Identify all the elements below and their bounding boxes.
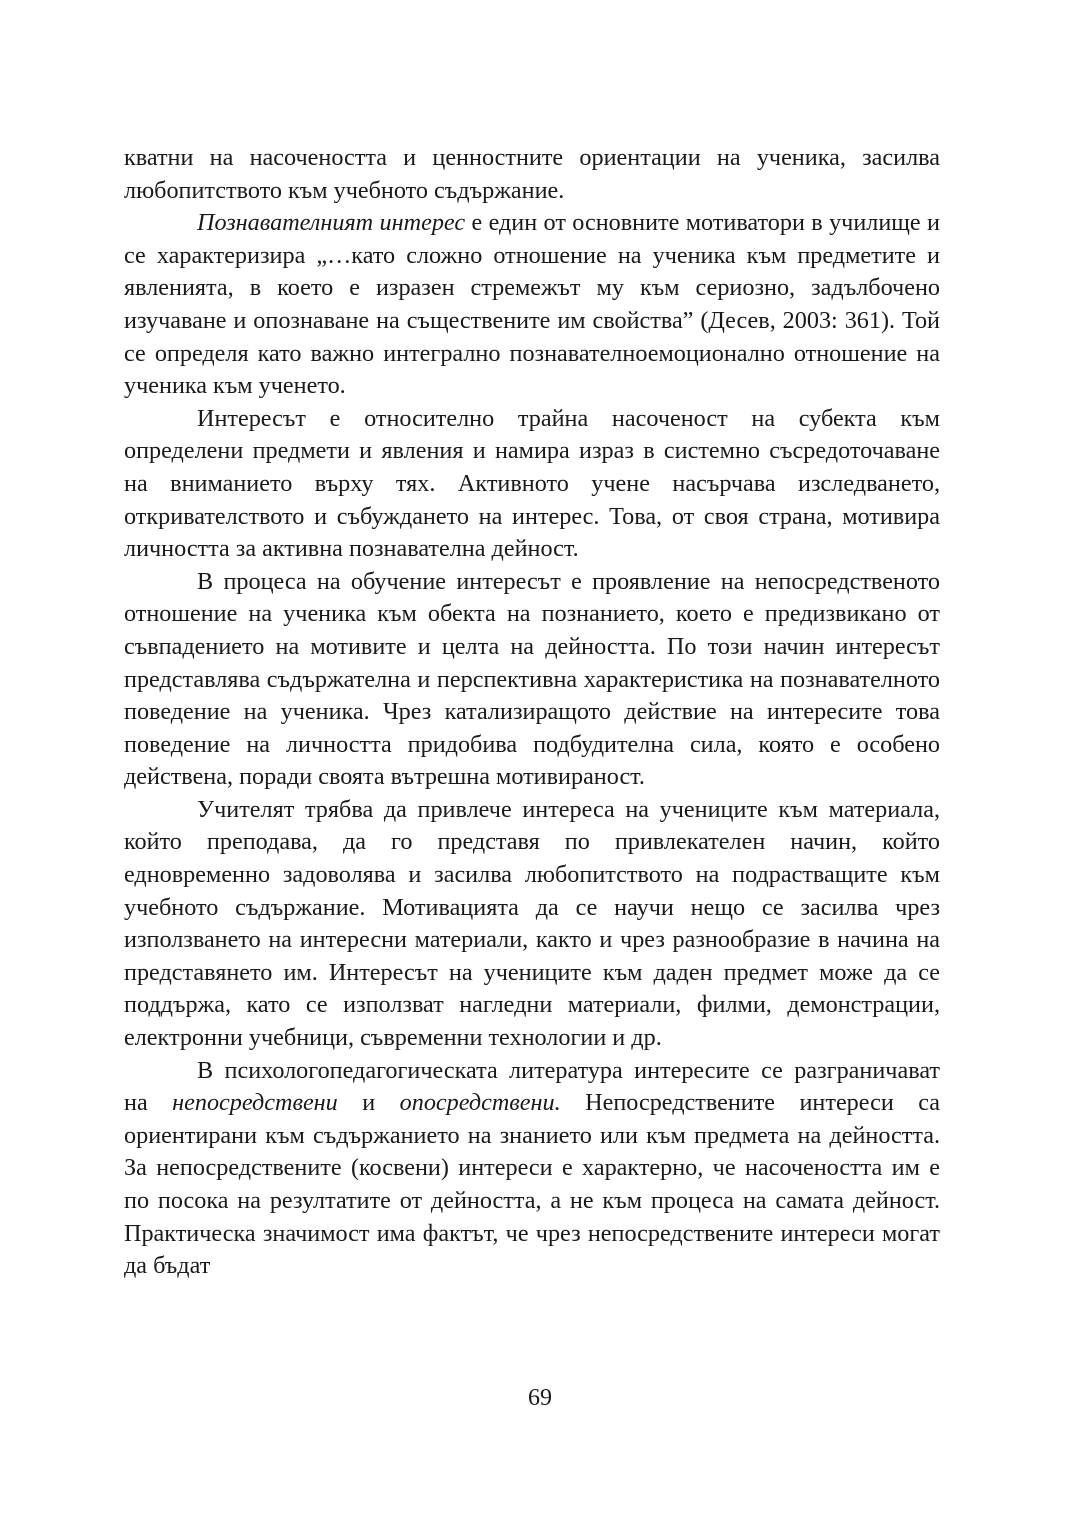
paragraph-1-text: кватни на насочеността и ценностните ориентации на ученика, засилва любопитството към учебното съдържание. [124,144,940,204]
paragraph-6-text-a: В психологопедагогическата литература интересите се разграничават на [124,1056,940,1117]
paragraph-5 [124,794,940,1055]
page-number: 69 [528,1385,552,1411]
paragraph-6-text-b: и [337,1089,400,1117]
paragraph-5-text: Учителят трябва да привлече интереса на учениците към материала, който преподава, да го представя по привлекателен начин, който едновременно задоволява и засилва любопитството на подрастващите към учебното съдържание. Мотивацията да се научи нещо се засилва чрез използването на интересни материали, както и чрез разнообразие в начина на представянето им. Интересът на учениците към даден предмет може да се поддържа, като се използват нагледни материали, филми, демонстрации, електронни учебници, съвременни технологии и др. [124,795,940,1052]
paragraph-6-term-mediated: опосредствени. [399,1089,561,1117]
paragraph-3-text: Интересът е относително трайна насоченост на субекта към определени предмети и явления и намира израз в системно съсредоточаване на вниманието върху тях. Активното учене насърчава изследването, откривателството и събуждането на интерес. Това, от своя страна, мотивира личността за активна познавателна дейност. [124,404,940,563]
paragraph-6-text-c: Непосредствените интереси са ориентирани към съдържанието на знанието или към предмета на дейността. За непосредствените (косвени) интереси е характерно, че насочеността им е по посока на резултатите от дейността, а не към процеса на самата дейност. Практическа значимост има фактът, че чрез непосредствените интереси могат да бъдат [124,1089,940,1280]
paragraph-2 [124,207,940,403]
paragraph-4-text: В процеса на обучение интересът е проявление на непосредственото отношение на ученика към обекта на познанието, което е предизвикано от съвпадението на мотивите и целта на дейността. По този начин интересът представлява съдържателна и перспективна характеристика на познавателното поведение на ученика. Чрез катализиращото действие на интересите това поведение на личността придобива подбудителна сила, която е особено действена, поради своята вътрешна мотивираност. [124,567,940,791]
paragraph-6 [124,1055,940,1283]
paragraph-4 [124,566,940,794]
paragraph-6-term-direct: непосредствени [172,1089,338,1117]
paragraph-1 [124,142,940,207]
paragraph-2-term-cognitive-interest: Познавателният интерес [197,209,466,237]
paragraph-2-text: е един от основните мотиватори в училище и се характеризира „…като сложно отношение на ученика към предметите и явленията, в което е изразен стремежът му към сериозно, задълбочено изучаване и опознаване на съществените им свойства” (Десев, 2003: 361). Той се определя като важно интегрално познавателноемоционално отношение на ученика към ученето. [124,209,940,400]
body-text [124,142,940,1283]
paragraph-3 [124,403,940,566]
